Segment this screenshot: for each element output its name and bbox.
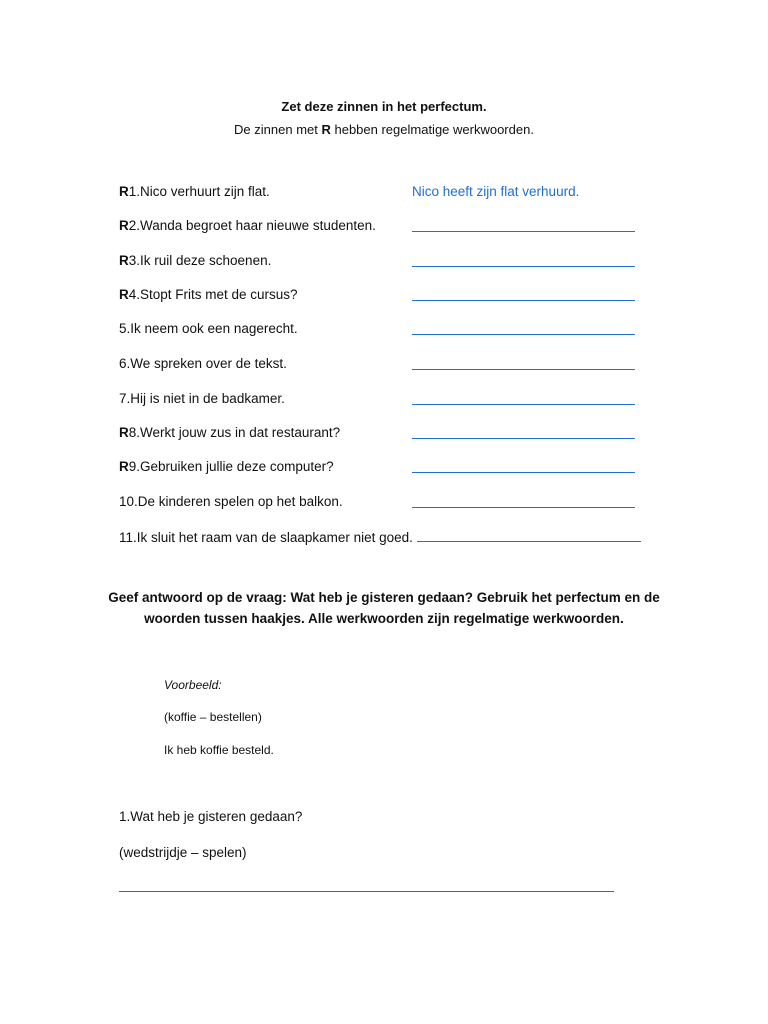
regular-verb-marker: R — [119, 218, 129, 233]
question-text: 4.Stopt Frits met de cursus? — [128, 287, 298, 302]
answer-blank-line[interactable] — [412, 425, 635, 442]
regular-verb-marker: R — [119, 287, 129, 302]
exercise-item-3 — [119, 253, 659, 273]
exercise-question — [119, 356, 287, 371]
answer-blank-line[interactable] — [412, 494, 635, 511]
exercise-question — [119, 494, 343, 509]
question-text: 5.Ik neem ook een nagerecht. — [119, 321, 298, 336]
exercise-question — [119, 321, 298, 336]
exercise-item-6 — [119, 356, 659, 376]
exercise-item-10 — [119, 494, 659, 514]
example-hint: (koffie – bestellen) — [164, 710, 262, 724]
answer-blank-line[interactable] — [412, 287, 635, 304]
worksheet-title: Zet deze zinnen in het perfectum. — [281, 99, 487, 114]
answer-blank-line[interactable] — [412, 321, 635, 338]
example-heading: Voorbeeld: — [164, 678, 222, 692]
exercise-question — [119, 287, 298, 302]
worksheet-subtitle — [0, 122, 768, 137]
regular-verb-marker: R — [119, 184, 129, 199]
exercise-question — [119, 529, 641, 545]
question-text: 8.Werkt jouw zus in dat restaurant? — [128, 425, 341, 440]
exercise-item-2 — [119, 218, 659, 238]
exercise-question — [119, 253, 271, 268]
answer-blank-line[interactable] — [417, 529, 641, 542]
answer-blank-line[interactable] — [412, 218, 635, 235]
subtitle-pre: De zinnen met — [234, 122, 322, 137]
exercise-item-9 — [119, 459, 659, 479]
example-answer: Ik heb koffie besteld. — [164, 743, 274, 757]
exercise-question — [119, 425, 340, 440]
answer-filled: Nico heeft zijn flat verhuurd. — [412, 184, 580, 199]
exercise-question — [119, 391, 285, 406]
question-text: 6.We spreken over de tekst. — [119, 356, 287, 371]
answer-blank-line[interactable] — [412, 356, 635, 373]
exercise-question — [119, 218, 376, 233]
exercise-item-1 — [119, 184, 659, 204]
question-text: 1.Nico verhuurt zijn flat. — [128, 184, 270, 199]
answer-blank-line[interactable] — [412, 253, 635, 270]
question-text: 10.De kinderen spelen op het balkon. — [119, 494, 343, 509]
exercise-item-5 — [119, 321, 659, 341]
subtitle-post: hebben regelmatige werkwoorden. — [330, 122, 534, 137]
answer-blank-line[interactable] — [412, 459, 635, 476]
exercise-question — [119, 459, 334, 474]
exercise-item-4 — [119, 287, 659, 307]
subtitle-bold-r: R — [321, 122, 331, 137]
exercise-item-8 — [119, 425, 659, 445]
regular-verb-marker: R — [119, 253, 129, 268]
exercise2-question: 1.Wat heb je gisteren gedaan? — [119, 809, 303, 824]
regular-verb-marker: R — [119, 425, 129, 440]
exercise2-instruction: Geef antwoord op de vraag: Wat heb je gisteren gedaan? Gebruik het perfectum en de woorden tussen haakjes. Alle werkwoorden zijn regelmatige werkwoorden. — [108, 590, 660, 626]
question-text: 3.Ik ruil deze schoenen. — [128, 253, 272, 268]
regular-verb-marker: R — [119, 459, 129, 474]
exercise2-hint: (wedstrijdje – spelen) — [119, 845, 247, 860]
question-text: 7.Hij is niet in de badkamer. — [119, 391, 285, 406]
question-text: 11.Ik sluit het raam van de slaapkamer niet goed. — [119, 530, 413, 545]
answer-blank-line[interactable] — [412, 391, 635, 408]
question-text: 9.Gebruiken jullie deze computer? — [128, 459, 334, 474]
exercise-question — [119, 184, 270, 199]
question-text: 2.Wanda begroet haar nieuwe studenten. — [128, 218, 376, 233]
exercise-item-11 — [119, 529, 679, 549]
exercise-item-7 — [119, 391, 659, 411]
exercise2-answer-line[interactable] — [119, 879, 614, 892]
